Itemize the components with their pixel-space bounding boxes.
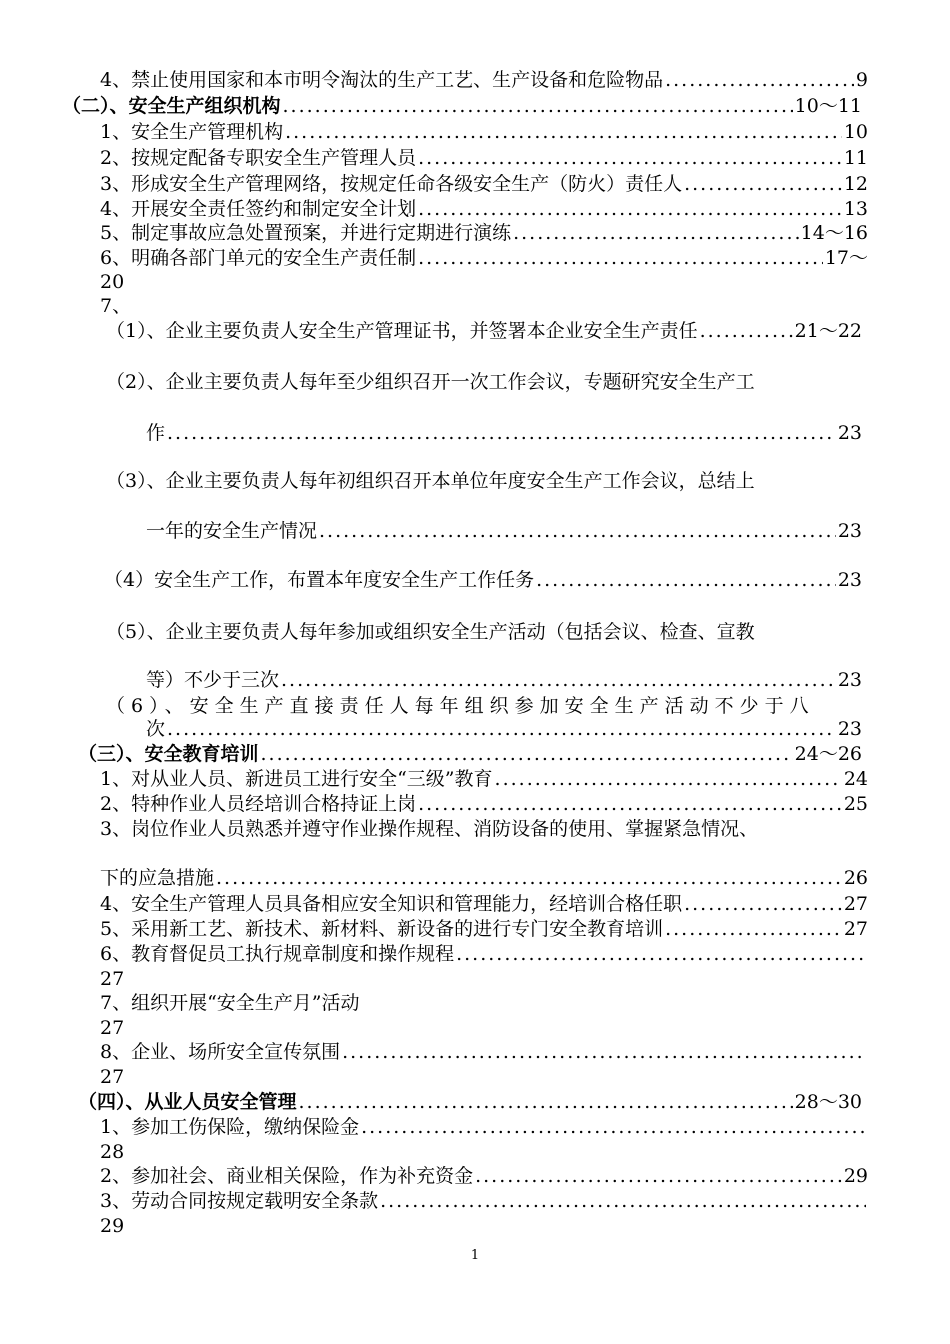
toc-page-number: 27 [843,893,868,915]
toc-entry-text: 1、对从业人员、新进员工进行安全“三级”教育 [100,768,493,790]
toc-leader [216,866,842,890]
toc-entry-text: 7、 [100,295,132,317]
toc-leader [261,742,793,766]
toc-entry-text: 2、特种作业人员经培训合格持证上岗 [100,793,417,815]
toc-entry-text: 5、制定事故应急处置预案，并进行定期进行演练 [100,222,512,244]
toc-entry [100,68,868,92]
toc-entry [100,767,868,791]
toc-entry-text: 作 [146,422,166,444]
toc-page-number: 27 [843,918,868,940]
toc-entry-text: 2、按规定配备专职安全生产管理人员 [100,147,417,169]
toc-entry [100,172,868,196]
toc-leader [167,717,836,741]
toc-leader [684,892,842,916]
toc-entry [100,1115,868,1139]
toc-page-number: 29 [100,1215,125,1237]
toc-entry-continued [146,668,862,692]
toc-page-number: 10 [843,121,868,143]
toc-entry [100,792,868,816]
toc-entry-text: 5、采用新工艺、新技术、新材料、新设备的进行专门安全教育培训 [100,918,664,940]
toc-leader [418,792,842,816]
toc-leader [495,767,842,791]
toc-entry-continued [100,866,868,890]
toc-leader [684,172,842,196]
toc-page-number: 23 [837,718,862,740]
toc-entry-text: 4、禁止使用国家和本市明令淘汰的生产工艺、生产设备和危险物品 [100,69,664,91]
toc-entry-text: （四）、从业人员安全管理 [78,1091,297,1113]
toc-leader [418,246,823,270]
toc-entry-text: 8、企业、场所安全宣传氛围 [100,1041,341,1063]
toc-page-number: 12 [843,173,868,195]
toc-page-number: 27 [100,1017,125,1039]
toc-entry-continued [146,421,862,445]
toc-entry-text: （1）、企业主要负责人安全生产管理证书，并签署本企业安全生产责任 [106,320,698,342]
toc-page-number: 27 [100,1066,125,1088]
toc-page-number: 21～22 [794,320,862,342]
toc-page-number: 25 [843,793,868,815]
toc-entry-text: 4、开展安全责任签约和制定安全计划 [100,198,417,220]
toc-entry-text: 3、形成安全生产管理网络，按规定任命各级安全生产（防火）责任人 [100,173,683,195]
toc-entry-text: 一年的安全生产情况 [146,520,318,542]
toc-page-number: 17～ [824,247,868,269]
toc-leader [319,519,836,543]
toc-entry [100,942,868,966]
toc-entry [100,892,868,916]
toc-section-heading [78,1090,862,1114]
toc-entry-continued [146,519,862,543]
toc-page-number: 13 [843,198,868,220]
toc-page-number: 24 [843,768,868,790]
toc-page-number: 9 [855,69,868,91]
toc-leader [167,421,836,445]
toc-page-number: 27 [100,968,125,990]
toc-entry-text: （6）、安全生产直接责任人每年组织参加安全生产活动不少于八 [106,695,815,717]
toc-entry-text: 4、安全生产管理人员具备相应安全知识和管理能力，经培训合格任职 [100,893,683,915]
toc-entry [100,120,868,144]
toc-page-number: 23 [837,669,862,691]
toc-entry-text: （二）、安全生产组织机构 [62,95,281,117]
toc-leader [475,1164,842,1188]
toc-entry [100,1040,868,1064]
toc-page-number: 14～16 [800,222,868,244]
toc-leader [299,1090,793,1114]
toc-entry-continued [146,717,862,741]
toc-entry [100,221,868,245]
footer-page-number: 1 [470,1248,480,1263]
toc-page-number: 26 [843,867,868,889]
toc-entry-text: 1、参加工伤保险，缴纳保险金 [100,1116,360,1138]
toc-entry-text: 次 [146,718,166,740]
toc-section-heading [62,94,862,118]
toc-page-number: 23 [837,569,862,591]
toc-entry-text: 7、组织开展“安全生产月”活动 [100,992,360,1014]
toc-entry-text: 等）不少于三次 [146,669,280,691]
toc-entry [100,991,868,1015]
toc-leader [665,68,854,92]
toc-page-number: 10～11 [794,95,862,117]
toc-entry [100,1189,868,1213]
toc-entry-text: 3、岗位作业人员熟悉并遵守作业操作规程、消防设备的使用、掌握紧急情况、 [100,818,759,840]
toc-leader [700,319,793,343]
toc-entry-text: 下的应急措施 [100,867,215,889]
toc-leader [342,1040,866,1064]
toc-leader [283,94,793,118]
toc-leader [285,120,842,144]
toc-leader [380,1189,866,1213]
toc-entry-text: （5）、企业主要负责人每年参加或组织安全生产活动（包括会议、检查、宣教 [106,621,755,643]
toc-entry [100,197,868,221]
toc-leader [456,942,866,966]
toc-leader [418,146,842,170]
toc-leader [361,1115,866,1139]
toc-entry [100,1164,868,1188]
toc-page-number: 11 [843,147,868,169]
toc-entry-text: （2）、企业主要负责人每年至少组织召开一次工作会议，专题研究安全生产工 [106,371,755,393]
toc-entry-text: 3、劳动合同按规定载明安全条款 [100,1190,379,1212]
toc-page-number: 28 [100,1141,125,1163]
toc-entry [100,146,868,170]
toc-page-number: 29 [843,1165,868,1187]
toc-page-number-continued: 20 [100,271,125,293]
toc-leader [513,221,799,245]
toc-entry-text: 2、参加社会、商业相关保险，作为补充资金 [100,1165,474,1187]
toc-page-number: 28～30 [794,1091,862,1113]
toc-page-number: 24～26 [794,743,862,765]
toc-entry [106,319,862,343]
toc-entry-text: （4）安全生产工作，布置本年度安全生产工作任务 [104,569,535,591]
toc-entry-text: 1、安全生产管理机构 [100,121,284,143]
toc-entry-text: （3）、企业主要负责人每年初组织召开本单位年度安全生产工作会议，总结上 [106,470,755,492]
toc-entry [100,246,868,270]
toc-entry-text: 6、教育督促员工执行规章制度和操作规程 [100,943,455,965]
toc-entry [104,568,862,592]
toc-entry-text: （三）、安全教育培训 [78,743,259,765]
toc-page-number: 23 [837,520,862,542]
toc-leader [418,197,842,221]
toc-leader [665,917,842,941]
toc-section-heading [78,742,862,766]
toc-page-number: 23 [837,422,862,444]
toc-leader [536,568,836,592]
toc-entry [100,917,868,941]
toc-leader [281,668,836,692]
toc-entry-text: 6、明确各部门单元的安全生产责任制 [100,247,417,269]
